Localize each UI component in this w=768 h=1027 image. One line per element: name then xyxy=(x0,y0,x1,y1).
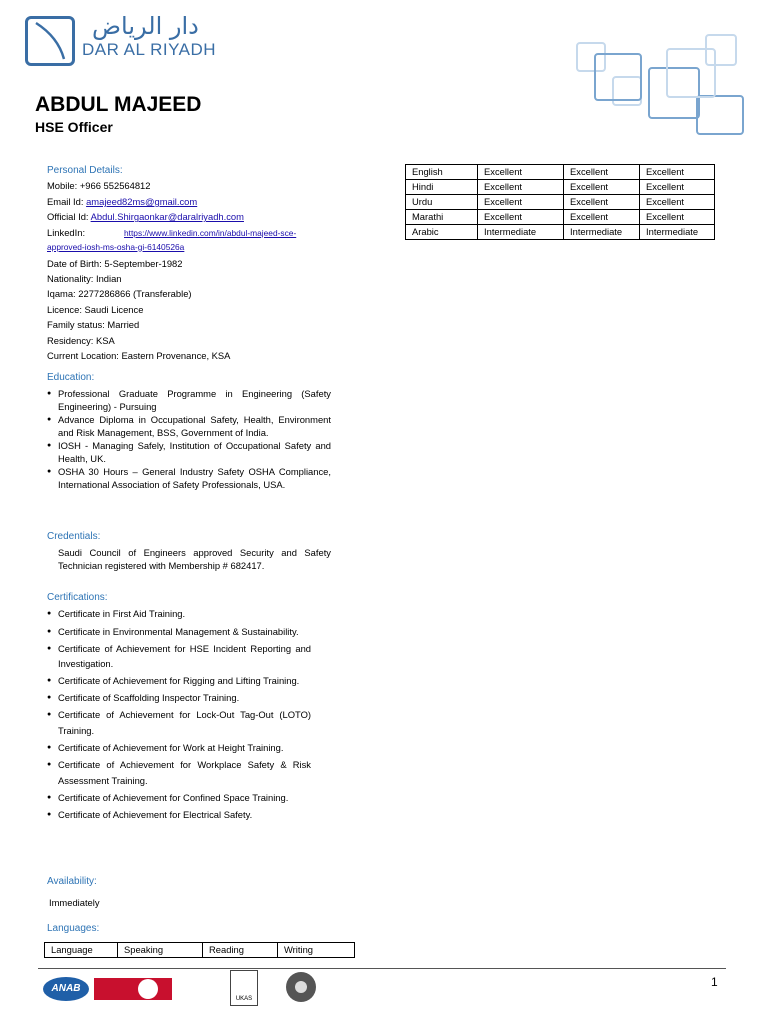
credentials-section xyxy=(47,529,331,572)
email-row xyxy=(47,194,331,209)
anab-logo: ANAB xyxy=(43,977,89,1001)
education-item: ● IOSH - Managing Safely, Institution of Occupational Safety and Health, UK. xyxy=(58,439,331,465)
current-location: Current Location: Eastern Provenance, KSA xyxy=(47,350,231,362)
certifications-section xyxy=(47,590,311,824)
education-heading: Education: xyxy=(47,372,95,383)
table-cell: Excellent xyxy=(478,210,564,225)
footer-divider xyxy=(38,968,726,969)
certification-seal-logo xyxy=(286,972,316,1002)
residency: Residency: KSA xyxy=(47,334,115,346)
table-cell: Intermediate xyxy=(478,225,564,240)
family-status: Family status: Married xyxy=(47,319,140,331)
lang-header-reading: Reading xyxy=(203,943,278,958)
official-label: Official Id: xyxy=(47,211,91,223)
languages-header-table xyxy=(44,942,355,958)
personal-details-heading: Personal Details: xyxy=(47,165,123,176)
linkedin-row xyxy=(47,225,331,254)
table-row xyxy=(406,180,715,195)
lang-header-language: Language xyxy=(45,943,118,958)
table-cell: Intermediate xyxy=(640,225,715,240)
certification-item: ● Certificate of Achievement for Work at Height Training. xyxy=(58,740,311,756)
company-logo-mark xyxy=(25,16,75,66)
education-section xyxy=(47,370,331,491)
certification-item: ● Certificate in Environmental Management & Sustainability. xyxy=(58,624,311,640)
ukas-logo: UKAS xyxy=(230,970,258,1006)
table-cell: Excellent xyxy=(564,210,640,225)
table-cell: Excellent xyxy=(640,180,715,195)
education-item: ● Professional Graduate Programme in Engineering (Safety Engineering) - Pursuing xyxy=(58,387,331,413)
availability-value: Immediately xyxy=(49,897,100,909)
official-email-link[interactable]: Abdul.Shirgaonkar@daralriyadh.com xyxy=(90,211,244,223)
dob: Date of Birth: 5-September-1982 xyxy=(47,257,183,269)
languages-heading: Languages: xyxy=(47,923,100,934)
table-cell: Excellent xyxy=(478,165,564,180)
table-cell: Excellent xyxy=(478,195,564,210)
page-number: 1 xyxy=(711,975,718,989)
linkedin-label: LinkedIn: xyxy=(47,226,86,238)
email-link[interactable]: amajeed82ms@gmail.com xyxy=(86,195,198,207)
linkedin-link-1[interactable]: https://www.linkedin.com/in/abdul-majeed-sce- xyxy=(124,227,297,238)
certification-item: ● Certificate of Achievement for Confined Space Training. xyxy=(58,790,311,806)
linkedin-link-2[interactable]: approved-iosh-ms-osha-gi-6140526a xyxy=(47,241,185,252)
availability-section xyxy=(47,874,331,911)
education-item: ● OSHA 30 Hours – General Industry Safety OSHA Compliance, International Association of Safety Professionals, USA. xyxy=(58,465,331,491)
certification-item: ● Certificate in First Aid Training. xyxy=(58,606,311,622)
table-row xyxy=(406,225,715,240)
certification-item: ● Certificate of Scaffolding Inspector Training. xyxy=(58,690,311,706)
candidate-title: HSE Officer xyxy=(35,119,113,135)
personal-details-section xyxy=(47,163,331,363)
table-cell: Urdu xyxy=(406,195,478,210)
table-cell: Excellent xyxy=(564,180,640,195)
credentials-heading: Credentials: xyxy=(47,531,101,542)
candidate-name: ABDUL MAJEED xyxy=(35,93,202,116)
table-cell: Excellent xyxy=(640,195,715,210)
certifications-heading: Certifications: xyxy=(47,592,108,603)
languages-table xyxy=(405,164,715,240)
licence: Licence: Saudi Licence xyxy=(47,303,144,315)
table-row xyxy=(406,165,715,180)
table-cell: Arabic xyxy=(406,225,478,240)
certification-item: ● Certificate of Achievement for Rigging and Lifting Training. xyxy=(58,673,311,689)
lang-header-writing: Writing xyxy=(278,943,355,958)
table-cell: Marathi xyxy=(406,210,478,225)
availability-heading: Availability: xyxy=(47,876,97,887)
table-row xyxy=(406,195,715,210)
table-row xyxy=(406,210,715,225)
lang-header-speaking: Speaking xyxy=(118,943,203,958)
certification-item: ● Certificate of Achievement for Lock-Out Tag-Out (LOTO) Training. xyxy=(58,707,311,738)
credentials-text: Saudi Council of Engineers approved Security and Safety Technician registered with Membership # 682417. xyxy=(58,547,331,572)
certification-item: ● Certificate of Achievement for Workplace Safety & Risk Assessment Training. xyxy=(58,757,311,788)
table-cell: Excellent xyxy=(478,180,564,195)
logo-english-text: DAR AL RIYADH xyxy=(82,40,217,59)
certification-item: ● Certificate of Achievement for Electrical Safety. xyxy=(58,807,311,823)
table-cell: Excellent xyxy=(640,165,715,180)
table-cell: Excellent xyxy=(564,165,640,180)
certification-item: ● Certificate of Achievement for HSE Incident Reporting and Investigation. xyxy=(58,641,311,672)
table-cell: Hindi xyxy=(406,180,478,195)
table-cell: Intermediate xyxy=(564,225,640,240)
nationality: Nationality: Indian xyxy=(47,273,122,285)
mobile: Mobile: +966 552564812 xyxy=(47,180,151,192)
bureau-veritas-logo xyxy=(94,978,172,1000)
iqama: Iqama: 2277286866 (Transferable) xyxy=(47,288,192,300)
table-cell: Excellent xyxy=(564,195,640,210)
education-item: ● Advance Diploma in Occupational Safety, Health, Environment and Risk Management, BSS, Government of India. xyxy=(58,413,331,439)
table-cell: Excellent xyxy=(640,210,715,225)
email-label: Email Id: xyxy=(47,195,87,207)
table-cell: English xyxy=(406,165,478,180)
logo-arabic-text: دار الرياض xyxy=(92,12,199,40)
official-row xyxy=(47,209,331,224)
